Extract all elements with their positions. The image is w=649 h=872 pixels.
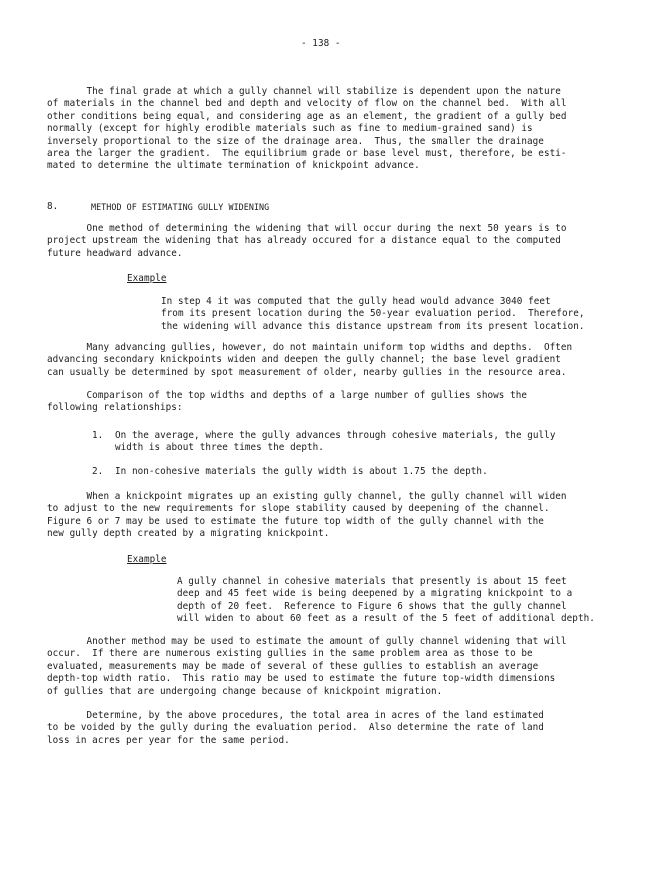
advancing-gullies-paragraph: Many advancing gullies, however, do not maintain uniform top widths and depths. Often advancing secondary knickpoints widen and deepen the gully channel; the base level gradient can usually be determined by spot measurement of older, nearby gullies in the resource area. (47, 342, 573, 378)
relationship-number-2: 2. (92, 466, 104, 477)
page-number: - 138 - (301, 38, 341, 49)
example-text-2: A gully channel in cohesive materials that presently is about 15 feet deep and 45 feet wide is being deepened by a migrating knickpoint to a depth of 20 feet. Reference to Figure 6 shows that the gully channel will widen to about 60 feet as a result of the 5 feet of additional depth. (177, 576, 595, 625)
determine-paragraph: Determine, by the above procedures, the total area in acres of the land estimated to be voided by the gully during the evaluation period. Also determine the rate of land loss in acres per year for the same period. (47, 710, 544, 746)
another-method-paragraph: Another method may be used to estimate the amount of gully channel widening that will occur. If there are numerous existing gullies in the same problem area as those to be evaluated, measurements may be made of several of these gullies to establish an average depth-top width ratio. This ratio may be used to estimate the future top-width dimensions of gullies that are undergoing change because of knickpoint migration. (47, 636, 567, 697)
section-heading: METHOD OF ESTIMATING GULLY WIDENING (91, 202, 270, 212)
relationship-number-1: 1. (92, 430, 104, 441)
comparison-paragraph: Comparison of the top widths and depths of a large number of gullies shows the following relationships: (47, 390, 528, 414)
example-text-1: In step 4 it was computed that the gully head would advance 3040 feet from its present location during the 50-year evaluation period. Therefore, the widening will advance this distance upstream from its present location. (161, 296, 585, 332)
example-heading-1: Example (127, 273, 167, 284)
relationship-text-2: In non-cohesive materials the gully width is about 1.75 the depth. (115, 466, 488, 477)
method-paragraph: One method of determining the widening that will occur during the next 50 years is to project upstream the widening that has already occured for a distance equal to the computed future headward advance. (47, 223, 567, 259)
knickpoint-paragraph: When a knickpoint migrates up an existing gully channel, the gully channel will widen to adjust to the new requirements for slope stability caused by deepening of the channel. Figure 6 or 7 may be used to estimate the future top width of the gully channel with the new gully depth created by a migrating knickpoint. (47, 491, 567, 540)
section-number: 8. (47, 201, 59, 212)
relationship-text-1: On the average, where the gully advances through cohesive materials, the gully width is about three times the depth. (115, 430, 556, 454)
intro-paragraph: The final grade at which a gully channel will stabilize is dependent upon the nature of materials in the channel bed and depth and velocity of flow on the channel bed. With all other conditions being equal, and considering age as an element, the gradient of a gully bed normally (except for highly erodible materials such as fine to medium-grained sand) is inversely proportional to the size of the drainage area. Thus, the smaller the drainage area the larger the gradient. The equilibrium grade or base level must, therefore, be esti- mated to determine the ultimate termination of knickpoint advance. (47, 86, 567, 172)
example-heading-2: Example (127, 554, 167, 565)
